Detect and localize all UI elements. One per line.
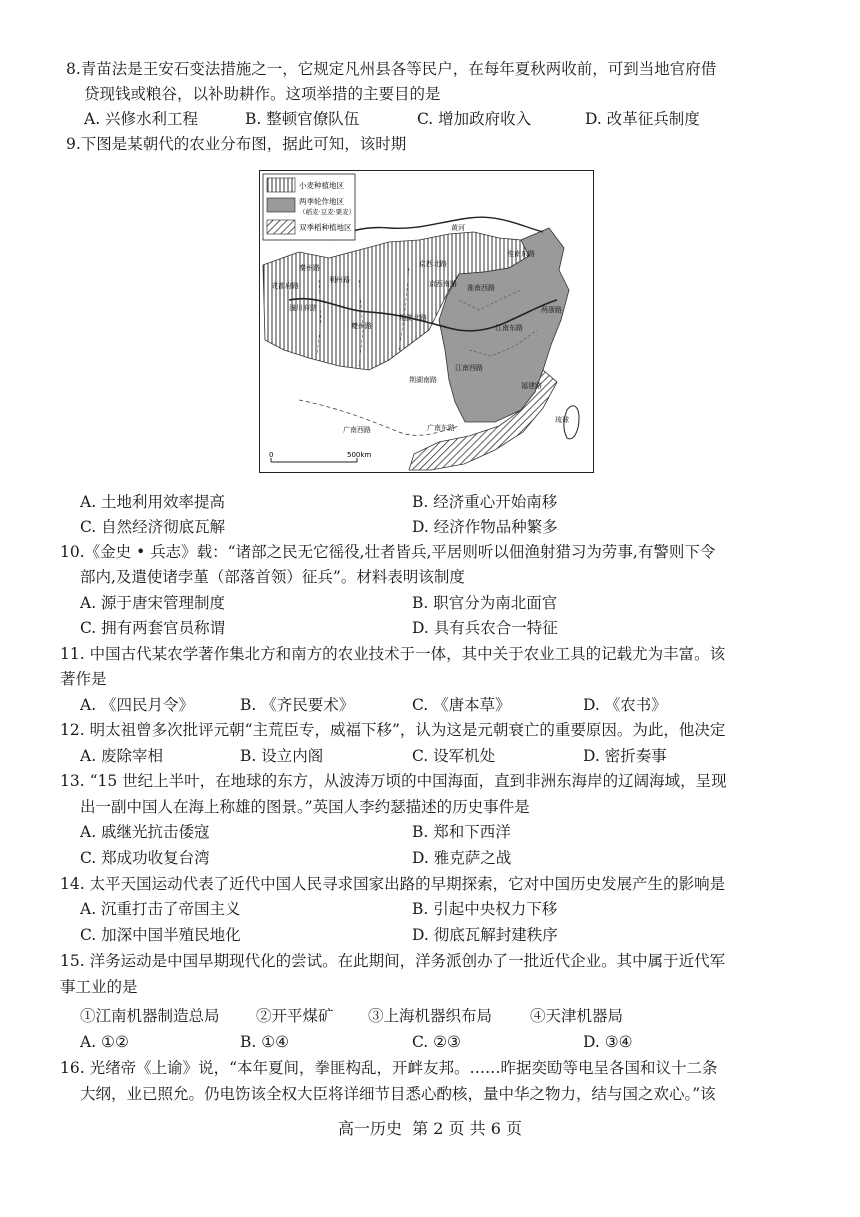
- legend-double-rice: 双季稻种植地区: [299, 223, 352, 232]
- label-jingxibei: 京西北路: [419, 260, 447, 268]
- label-jinghubei: 荆湖北路: [399, 314, 427, 322]
- label-huainanxi: 淮南西路: [467, 284, 495, 292]
- scale-zero: 0: [269, 451, 274, 459]
- q16-line2: 大纲，业已照允。仍电饬该全权大臣将详细节目悉心酌核，量中华之物力，结与国之欢心。”该: [80, 1085, 716, 1103]
- q14-option-a: A. 沉重打击了帝国主义: [80, 900, 241, 918]
- label-qinzhou: 秦州路: [299, 264, 320, 272]
- song-agriculture-map: [259, 170, 594, 473]
- q11-option-d: D. 《农书》: [583, 696, 667, 714]
- q11-option-b: B. 《齐民要术》: [240, 696, 355, 714]
- label-lizhou: 利州路: [329, 276, 350, 284]
- q13-option-d: D. 雅克萨之战: [412, 849, 512, 867]
- q8-line1: 8.青苗法是王安石变法措施之一，它规定凡州县各等民户，在每年夏秋两收前，可到当地官府借: [66, 60, 717, 78]
- q10-option-c: C. 拥有两套官员称谓: [80, 619, 226, 637]
- page-footer: 高一历史 第 2 页 共 6 页: [338, 1119, 522, 1138]
- q15-option-b: B. ①④: [240, 1033, 290, 1051]
- q16-line1: 16. 光绪帝《上谕》说，“本年夏间，拳匪构乱，开衅友邦。……昨据奕劻等电呈各国和议十二条: [60, 1059, 718, 1077]
- label-yellow-river: 黄河: [451, 224, 465, 232]
- scale-label: 500km: [347, 451, 372, 459]
- q15-item-4: ④天津机器局: [530, 1007, 624, 1025]
- q12-option-a: A. 废除宰相: [80, 747, 164, 765]
- label-guangnandong: 广南东路: [427, 424, 455, 432]
- legend-rotation-detail: （稻麦·豆麦·粟麦）: [299, 208, 356, 216]
- q11-option-a: A. 《四民月令》: [80, 696, 195, 714]
- q15-item-2: ②开平煤矿: [256, 1007, 334, 1025]
- q15-item-1: ①江南机器制造总局: [80, 1007, 220, 1025]
- q9-line1: 9.下图是某朝代的农业分布图，据此可知，该时期: [66, 135, 407, 153]
- label-jiangnandong: 江南东路: [495, 324, 523, 332]
- q12-option-c: C. 设军机处: [412, 747, 496, 765]
- label-chengdu: 成都府路: [271, 282, 299, 290]
- label-jingxinan: 京西南路: [429, 280, 457, 288]
- q12-line1: 12. 明太祖曾多次批评元朝“主荒臣专，威福下移”，认为这是元朝衰亡的重要原因。为此，他决定: [60, 721, 726, 739]
- label-kuizhou: 夔州路: [351, 322, 372, 330]
- q11-option-c: C. 《唐本草》: [412, 696, 511, 714]
- map-legend: [263, 174, 355, 240]
- legend-wheat: 小麦种植地区: [299, 181, 344, 190]
- label-jiangnanxi: 江南西路: [455, 364, 483, 372]
- q12-option-d: D. 密折奏事: [583, 747, 667, 765]
- q8-line2: 贷现钱或粮谷，以补助耕作。这项举措的主要目的是: [84, 85, 441, 103]
- q14-option-c: C. 加深中国半殖民地化: [80, 926, 241, 944]
- q8-option-a: A. 兴修水利工程: [84, 110, 199, 128]
- q15-option-a: A. ①②: [80, 1033, 129, 1051]
- q8-option-d: D. 改革征兵制度: [585, 110, 700, 128]
- label-tongchuan: 潼川府路: [289, 304, 317, 312]
- label-fujian: 福建路: [521, 382, 542, 390]
- q10-option-b: B. 职官分为南北面官: [412, 594, 558, 612]
- q13-line2: 出一副中国人在海上称雄的图景。”英国人李约瑟描述的历史事件是: [80, 798, 530, 816]
- q8-option-b: B. 整顿官僚队伍: [245, 110, 360, 128]
- q13-option-c: C. 郑成功收复台湾: [80, 849, 210, 867]
- label-ryukyu: 琉球: [555, 416, 569, 424]
- q14-option-b: B. 引起中央权力下移: [412, 900, 558, 918]
- q9-option-d: D. 经济作物品种繁多: [412, 518, 558, 536]
- q11-line2: 著作是: [60, 670, 107, 688]
- label-huainandong: 淮南东路: [507, 250, 535, 258]
- q15-item-3: ③上海机器织布局: [368, 1007, 493, 1025]
- q9-option-b: B. 经济重心开始南移: [412, 493, 558, 511]
- q9-option-c: C. 自然经济彻底瓦解: [80, 518, 226, 536]
- q8-option-c: C. 增加政府收入: [417, 110, 532, 128]
- q10-option-a: A. 源于唐宋管理制度: [80, 594, 226, 612]
- q14-option-d: D. 彻底瓦解封建秩序: [412, 926, 558, 944]
- q12-option-b: B. 设立内阁: [240, 747, 324, 765]
- q15-line2: 事工业的是: [60, 978, 138, 996]
- q11-line1: 11. 中国古代某农学著作集北方和南方的农业技术于一体，其中关于农业工具的记载尤为丰富。该: [60, 645, 726, 663]
- label-liangzhe: 两浙路: [541, 306, 562, 314]
- q10-line1: 10.《金史 • 兵志》载：“诸部之民无它徭役,壮者皆兵,平居则听以佃渔射猎习为劳事,有警则下令: [60, 543, 716, 561]
- legend-rotation: 两季轮作地区: [299, 197, 344, 206]
- q13-line1: 13. “15 世纪上半叶，在地球的东方，从波涛万顷的中国海面，直到非洲东海岸的辽阔海域，呈现: [60, 772, 727, 790]
- q10-option-d: D. 具有兵农合一特征: [412, 619, 558, 637]
- q13-option-a: A. 戚继光抗击倭寇: [80, 823, 210, 841]
- label-guangnanxi: 广南西路: [343, 426, 371, 434]
- q14-line1: 14. 太平天国运动代表了近代中国人民寻求国家出路的早期探索，它对中国历史发展产生的影响是: [60, 875, 726, 893]
- q9-option-a: A. 土地利用效率提高: [80, 493, 226, 511]
- label-jinghunan: 荆湖南路: [409, 376, 437, 384]
- q15-option-d: D. ③④: [583, 1033, 633, 1051]
- q10-line2: 部内,及遣使诸孛堇（部落首领）征兵”。材料表明该制度: [80, 568, 465, 586]
- q15-option-c: C. ②③: [412, 1033, 461, 1051]
- q15-line1: 15. 洋务运动是中国早期现代化的尝试。在此期间，洋务派创办了一批近代企业。其中属于近代军: [60, 952, 726, 970]
- q13-option-b: B. 郑和下西洋: [412, 823, 511, 841]
